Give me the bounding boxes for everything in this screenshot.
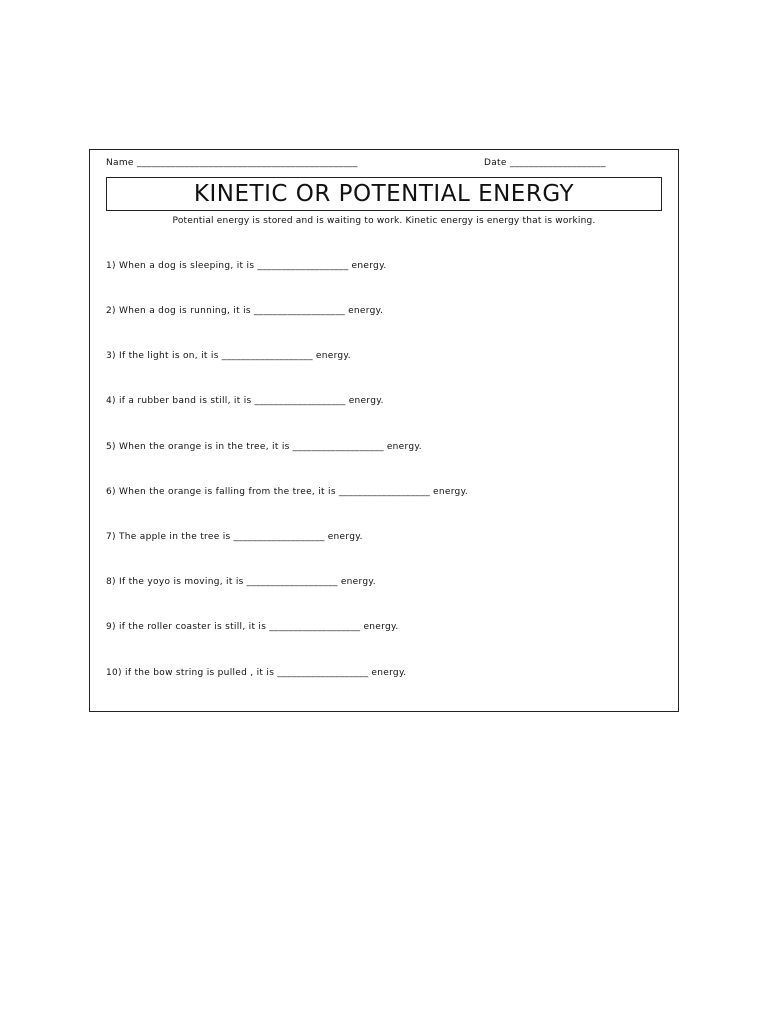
question-suffix: energy. bbox=[340, 577, 376, 587]
question-2 bbox=[106, 306, 383, 316]
question-suffix: energy. bbox=[386, 442, 422, 452]
question-suffix: energy. bbox=[363, 622, 399, 632]
question-5 bbox=[106, 442, 422, 452]
question-text: 2) When a dog is running, it is bbox=[106, 306, 251, 316]
answer-blank: ___________________ bbox=[253, 306, 346, 316]
question-suffix: energy. bbox=[327, 532, 363, 542]
question-suffix: energy. bbox=[371, 668, 407, 678]
date-field bbox=[484, 158, 606, 168]
question-10 bbox=[106, 668, 406, 678]
question-text: 8) If the yoyo is moving, it is bbox=[106, 577, 244, 587]
question-text: 4) if a rubber band is still, it is bbox=[106, 396, 252, 406]
question-suffix: energy. bbox=[351, 261, 387, 271]
question-7 bbox=[106, 532, 363, 542]
question-1 bbox=[106, 261, 387, 271]
question-8 bbox=[106, 577, 376, 587]
answer-blank: ___________________ bbox=[292, 442, 384, 452]
question-suffix: energy. bbox=[348, 306, 384, 316]
question-text: 6) When the orange is falling from the tree, it is bbox=[106, 487, 336, 497]
name-field bbox=[106, 158, 358, 168]
answer-blank: ___________________ bbox=[246, 577, 338, 587]
question-3 bbox=[106, 351, 351, 361]
date-label: Date bbox=[484, 158, 507, 168]
question-text: 3) If the light is on, it is bbox=[106, 351, 219, 361]
question-text: 7) The apple in the tree is bbox=[106, 532, 231, 542]
worksheet bbox=[89, 149, 679, 712]
intro-text: Potential energy is stored and is waiting to work. Kinetic energy is energy that is working. bbox=[172, 216, 596, 226]
title-box bbox=[106, 177, 662, 211]
question-text: 9) if the roller coaster is still, it is bbox=[106, 622, 267, 632]
question-4 bbox=[106, 396, 384, 406]
name-label: Name bbox=[106, 158, 134, 168]
question-text: 1) When a dog is sleeping, it is bbox=[106, 261, 255, 271]
question-text: 5) When the orange is in the tree, it is bbox=[106, 442, 290, 452]
worksheet-title: KINETIC OR POTENTIAL ENERGY bbox=[193, 181, 575, 207]
answer-blank: ___________________ bbox=[233, 532, 325, 542]
answer-blank: ___________________ bbox=[221, 351, 313, 361]
question-9 bbox=[106, 622, 398, 632]
answer-blank: ___________________ bbox=[257, 261, 349, 271]
answer-blank: ___________________ bbox=[277, 668, 369, 678]
question-suffix: energy. bbox=[433, 487, 469, 497]
question-text: 10) if the bow string is pulled , it is bbox=[106, 668, 275, 678]
question-6 bbox=[106, 487, 468, 497]
name-line: ______________________________________________ bbox=[136, 158, 358, 168]
answer-blank: ___________________ bbox=[338, 487, 431, 497]
answer-blank: ___________________ bbox=[254, 396, 346, 406]
question-suffix: energy. bbox=[348, 396, 384, 406]
date-line: ____________________ bbox=[509, 158, 606, 168]
question-suffix: energy. bbox=[315, 351, 351, 361]
answer-blank: ___________________ bbox=[269, 622, 361, 632]
